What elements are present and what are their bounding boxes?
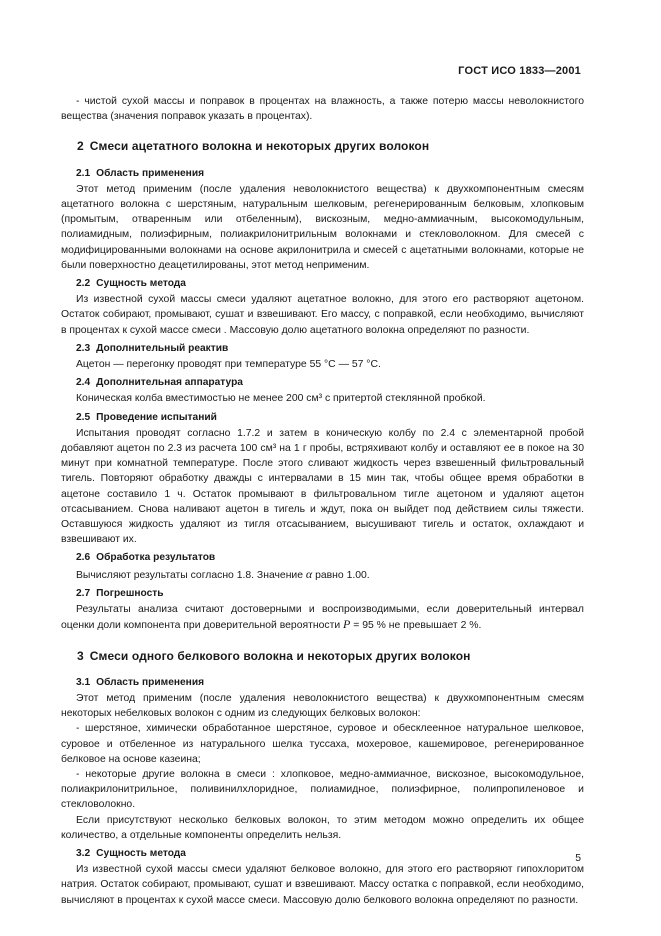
alpha-symbol: α xyxy=(305,566,313,581)
section-3-heading xyxy=(77,649,584,664)
paragraph-2-4: Коническая колба вместимостью не менее 200 см³ с притертой стеклянной пробкой. xyxy=(76,393,486,405)
paragraph-2-5: Испытания проводят согласно 1.7.2 и затем в коническую колбу по 2.4 с элементарной пробой добавляют ацетон по 2.3 из расчета 100 см³ на 1 г пробы, встряхивают колбу и оставляют ее в покое на 30 минут при комнатной температуре. После этого сливают жидкость через взвешенный фильтровальный тигель. Повторяют обработку дважды с интервалами в 15 мин так, чтобы общее время обработки в ацетоне составило 1 ч. Остаток промывают в фильтровальном тигле ацетоном и удаляют ацетон отсасыванием. Снова наливают ацетон в тигель и ждут, пока он выйдет под действием силы тяжести. Оставшуюся жидкость удаляют из тигля отсасыванием, высушивают тигель и остаток, охлаждают и взвешивают их. xyxy=(61,427,584,546)
subsection-2-3-heading xyxy=(76,341,584,356)
paragraph-3-1-d: Если присутствуют несколько белковых волокон, то этим методом можно определить их общее количество, а отдельные компоненты определить нельзя. xyxy=(61,814,584,841)
subsection-number: 2.4 xyxy=(76,377,91,389)
subsection-title: Погрешность xyxy=(96,587,164,599)
section-title: Смеси одного белкового волокна и некоторых других волокон xyxy=(89,648,471,663)
text-run: Вычисляют результаты согласно 1.8. Значение xyxy=(76,569,306,581)
subsection-2-4-heading xyxy=(76,375,584,390)
subsection-title: Сущность метода xyxy=(96,278,186,290)
subsection-title: Дополнительный реактив xyxy=(96,342,229,354)
subsection-title: Область применения xyxy=(96,676,205,688)
subsection-number: 2.2 xyxy=(76,278,91,290)
paragraph-2-2: Из известной сухой массы смеси удаляют ацетатное волокно, для этого его растворяют ацетоном. Остаток собирают, промывают, сушат и взвешивают. Его массу, с поправкой, если необходимо, вычисляют в процентах к сухой массе смеси . Массовую долю ацетатного волокна определяют по разности. xyxy=(61,294,584,336)
subsection-number: 2.7 xyxy=(76,587,91,599)
paragraph-3-1-a: Этот метод применим (после удаления неволокнистого вещества) к двухкомпонентным смесям некоторых небелковых волокон с одним из следующих белковых волокон: xyxy=(61,692,584,720)
paragraph-2-3: Ацетон — перегонку проводят при температуре 55 °С — 57 °С. xyxy=(76,359,381,371)
text-run: = 95 % не превышает 2 %. xyxy=(350,620,482,632)
subsection-number: 2.6 xyxy=(76,552,91,564)
section-title: Смеси ацетатного волокна и некоторых других волокон xyxy=(89,139,430,154)
paragraph-2-1: Этот метод применим (после удаления неволокнистого вещества) к двухкомпонентным смесям ацетатного волокна с шерстяным, натуральным шелковым, регенерированным белковым, хлопковым (промытым, отваренным или отбеленным), вискозным, медно-аммиачным, высокомодульным, полиамидным, полиэфирным, полиакрилонитрильным волокнами и стекловолокном. Для смесей с модифицированными волокнами на основе акрилонитрила и смесей с ацетатными волокнами, которые не были поверхностно деацетилированы, этот метод неприменим. xyxy=(61,183,584,271)
subsection-3-2-heading xyxy=(76,846,584,861)
paragraph-2-6 xyxy=(61,567,584,583)
subsection-number: 2.1 xyxy=(76,167,91,179)
paragraph-3-2: Из известной сухой массы смеси удаляют белковое волокно, для этого его растворяют гипохлоритом натрия. Остаток собирают, промывают, сушат и взвешивают. Массу остатка с поправкой, если необходимо, вычисляют в процентах к сухой массе смеси. Массовую долю белкового волокна определяют по разности. xyxy=(61,864,584,906)
paragraph-2-7 xyxy=(61,602,584,633)
text-run: равно 1.00. xyxy=(312,569,370,581)
subsection-title: Обработка результатов xyxy=(96,552,216,564)
subsection-2-2-heading xyxy=(76,276,584,291)
text-run: Результаты анализа считают достоверными и воспроизводимыми, если доверительный интервал оценки доли компонента при доверительной вероятности xyxy=(61,604,584,632)
subsection-number: 2.5 xyxy=(76,411,91,423)
paragraph-3-1-b: - шерстяное, химически обработанное шерстяное, суровое и обесклеенное натуральное шелковое, суровое и отбеленное из натурального шелка туссаха, мохеровое, кашемировое, регенерированное белковое на основе казеина; xyxy=(61,723,584,765)
subsection-2-6-heading xyxy=(76,550,584,565)
page-number: 5 xyxy=(575,853,581,864)
intro-paragraph: - чистой сухой массы и поправок в процентах на влажность, а также потерю массы неволокнистого вещества (значения поправок указать в процентах). xyxy=(61,96,584,123)
subsection-title: Дополнительная аппаратура xyxy=(96,377,243,389)
page-content xyxy=(61,94,584,908)
subsection-number: 3.2 xyxy=(76,847,91,859)
subsection-number: 2.3 xyxy=(76,342,91,354)
subsection-2-5-heading xyxy=(76,410,584,425)
section-number: 3 xyxy=(77,648,84,663)
subsection-3-1-heading xyxy=(76,675,584,690)
paragraph-3-1-c: - некоторые другие волокна в смеси : хлопковое, медно-аммиачное, вискозное, высокомодульное, полиакрилонитрильное, поливинилхлоридное, полиамидное, полиэфирное, полипропиленовое и стекловолокно. xyxy=(61,768,584,811)
subsection-title: Сущность метода xyxy=(96,847,186,859)
subsection-title: Проведение испытаний xyxy=(96,411,217,423)
section-2-heading xyxy=(77,139,584,154)
subsection-title: Область применения xyxy=(96,167,205,179)
subsection-2-1-heading xyxy=(76,166,584,181)
standard-header: ГОСТ ИСО 1833—2001 xyxy=(458,65,581,77)
section-number: 2 xyxy=(77,139,84,154)
subsection-number: 3.1 xyxy=(76,676,91,688)
p-symbol: P xyxy=(343,617,351,632)
subsection-2-7-heading xyxy=(76,586,584,601)
